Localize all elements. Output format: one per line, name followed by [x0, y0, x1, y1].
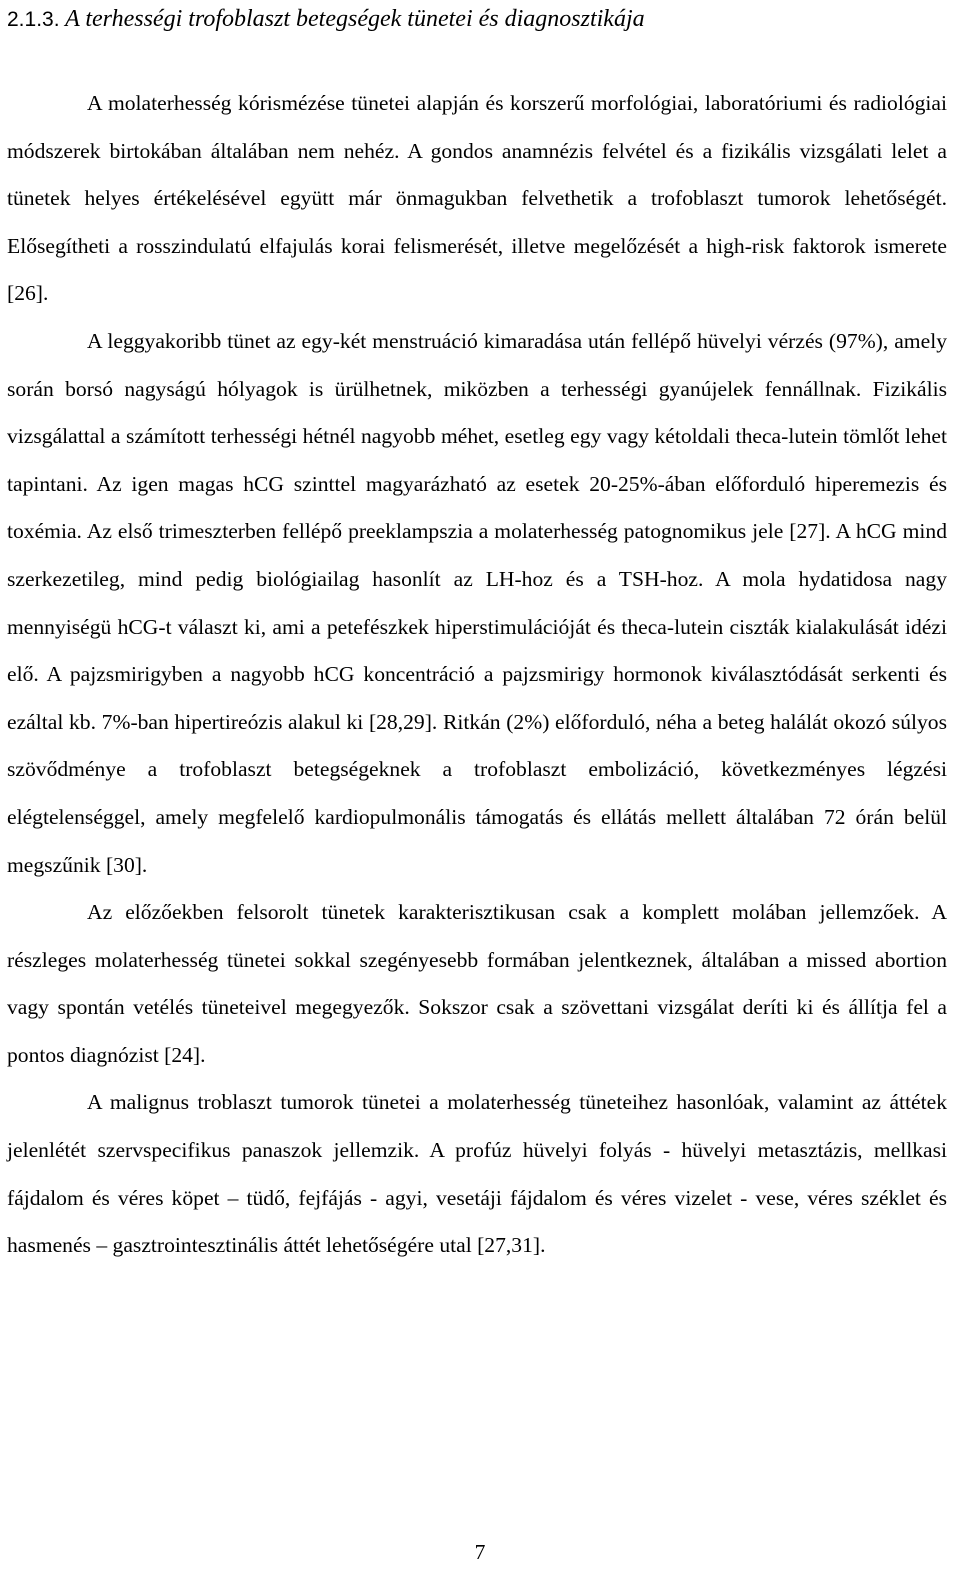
- paragraph-symptoms: A leggyakoribb tünet az egy-két menstruáció kimaradása után fellépő hüvelyi vérzés (97%), amely során borsó nagyságú hólyagok is ürülhetnek, miközben a terhességi gyanújelek fennállnak. Fizikális vizsgálattal a számított terhességi hétnél nagyobb méhet, esetleg egy vagy kétoldali theca-lutein tömlőt lehet tapintani. Az igen magas hCG szinttel magyarázható az esetek 20-25%-ában előforduló hiperemezis és toxémia. Az első trimeszterben fellépő preeklampszia a molaterhesség patognomikus jele [27]. A hCG mind szerkezetileg, mind pedig biológiailag hasonlít az LH-hoz és a TSH-hoz. A mola hydatidosa nagy mennyiségü hCG-t választ ki, ami a petefészkek hiperstimulációját és theca-lutein ciszták kialakulását idézi elő. A pajzsmirigyben a nagyobb hCG koncentráció a pajzsmirigy hormonok kiválasztódását serkenti és ezáltal kb. 7%-ban hipertireózis alakul ki [28,29]. Ritkán (2%) előforduló, néha a beteg halálát okozó súlyos szövődménye a trofoblaszt betegségeknek a trofoblaszt embolizáció, következményes légzési elégtelenséggel, amely megfelelő kardiopulmonális támogatás és ellátás mellett általában 72 órán belül megszűnik [30].: [7, 328, 947, 877]
- section-heading: [7, 2, 645, 37]
- section-number: 2.1.3.: [7, 8, 60, 31]
- section-title: A terhességi trofoblaszt betegségek tünetei és diagnosztikája: [65, 6, 645, 32]
- body-text: [7, 80, 947, 1270]
- paragraph-diagnosis-intro: A molaterhesség kórismézése tünetei alapján és korszerű morfológiai, laboratóriumi és radiológiai módszerek birtokában általában nem nehéz. A gondos anamnézis felvétel és a fizikális vizsgálati lelet a tünetek helyes értékelésével együtt már önmagukban felvethetik a trofoblaszt tumorok lehetőségét. Elősegítheti a rosszindulatú elfajulás korai felismerését, illetve megelőzését a high-risk faktorok ismerete [26].: [7, 91, 947, 306]
- page-number: 7: [474, 1540, 486, 1564]
- paragraph-malignant-tumors: A malignus troblaszt tumorok tünetei a molaterhesség tüneteihez hasonlóak, valamint az áttétek jelenlétét szervspecifikus panaszok jellemzik. A profúz hüvelyi folyás - hüvelyi metasztázis, mellkasi fájdalom és véres köpet – tüdő, fejfájás - agyi, vesetáji fájdalom és véres vizelet - vese, véres széklet és hasmenés – gasztrointesztinális áttét lehetőségére utal [27,31].: [7, 1090, 947, 1258]
- paragraph-partial-mole: Az előzőekben felsorolt tünetek karakterisztikusan csak a komplett molában jellemzőek. A részleges molaterhesség tünetei sokkal szegényesebb formában jelentkeznek, általában a missed abortion vagy spontán vetélés tüneteivel megegyezők. Sokszor csak a szövettani vizsgálat deríti ki és állítja fel a pontos diagnózist [24].: [7, 900, 947, 1067]
